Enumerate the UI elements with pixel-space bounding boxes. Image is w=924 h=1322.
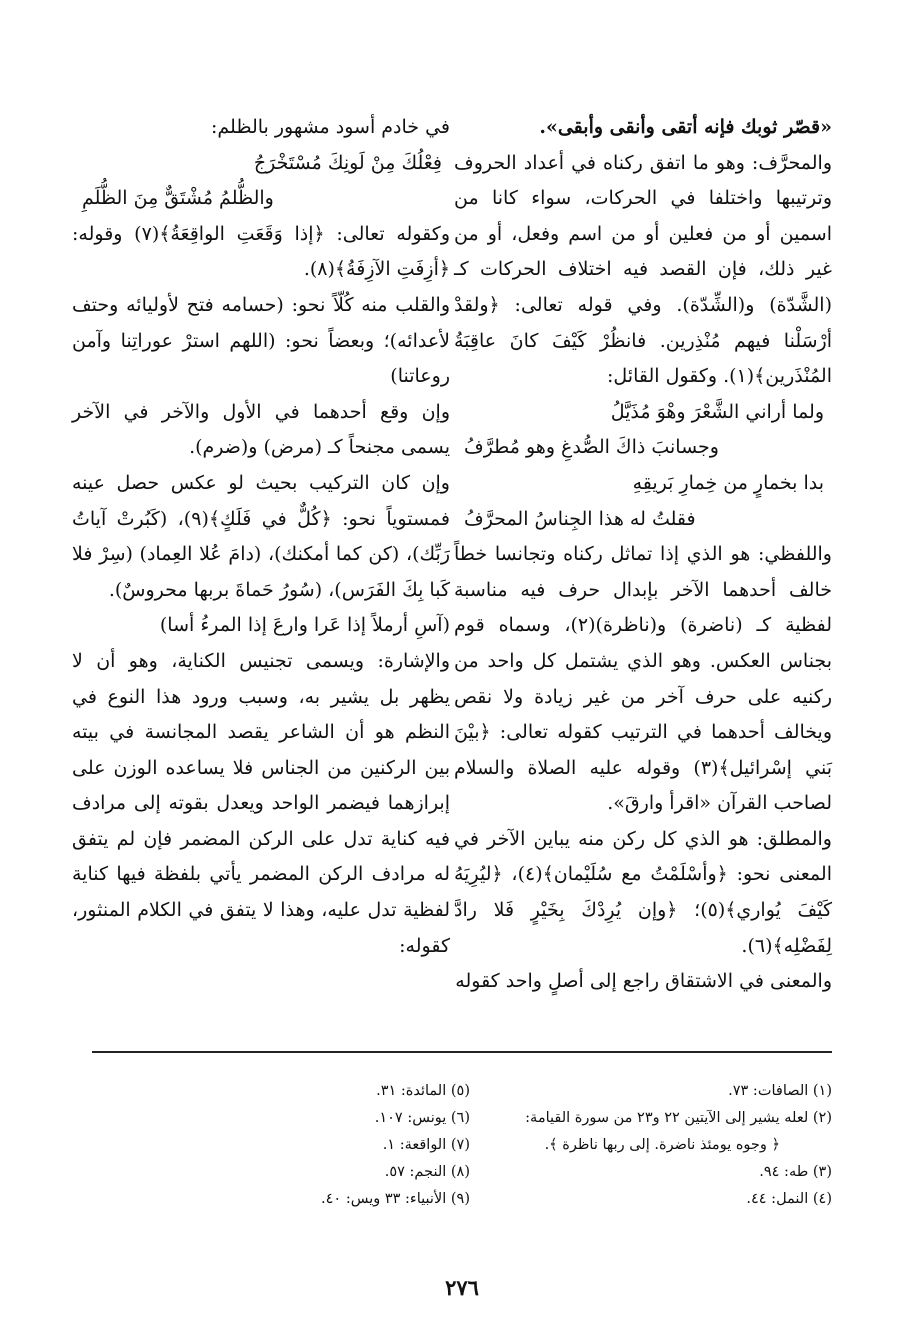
footnote: (١) الصافات: ٧٣. [728, 1083, 832, 1099]
footnote: (٣) طه: ٩٤. [759, 1164, 832, 1180]
footnote: ﴿ وجوه يومئذ ناضرة. إلى ربها ناظرة ﴾. [544, 1137, 780, 1153]
paragraph: وإن كان التركيب بحيث لو عكس حصل عينه فمستوياً نحو: ﴿كُلٌّ في فَلَكٍ﴾(٩)، (كَبُرتْ آياتُ رَبِّك)، (كن كما أمكنك)، (دامَ عُلا العِماد) (سِرْ فلا كَبا بِكَ الفَرَس)، (سُورُ حَماةَ بربها محروسٌ). [72, 471, 450, 601]
verse-line: بدا بخمارٍ من خِمارِ بَريقِهِ [632, 471, 824, 494]
verse-line: والظُّلمُ مُشْتَقٌّ مِنَ الظُّلَمِ [82, 187, 274, 210]
footnote: (٢) لعله يشير إلى الآيتين ٢٢ و٢٣ من سورة القيامة: [525, 1110, 832, 1126]
left-text-column [72, 110, 450, 964]
paragraph: «قصّر ثوبك فإنه أتقى وأنقى وأبقى». [539, 116, 832, 138]
footnote: (٩) الأنبياء: ٣٣ ويس: ٤٠. [321, 1191, 470, 1207]
verse-line: فِعْلُكَ مِنْ لَونِكَ مُسْتَخْرَجُ [253, 151, 442, 174]
verse-line: ولما أراني الشَّعْرَ وهْوَ مُذَيَّلُ [610, 400, 824, 423]
paragraph: والمطلق: هو الذي كل ركن منه يباين الآخر في المعنى نحو: ﴿وأسْلَمْتُ مع سُلَيْمان﴾(٤)، ﴿ليُرِيَهُ كَيْفَ يُواري﴾(٥)؛ ﴿وإن يُرِدْكَ بِخَيْرٍ فَلا رادَّ لِفَضْلِه﴾(٦). [454, 827, 832, 957]
paragraph: في خادم أسود مشهور بالظلم: [211, 116, 450, 138]
footnotes-right [432, 1078, 832, 1213]
footnotes-left [120, 1078, 470, 1213]
paragraph: (آسِ أرملاً إذا عَرا وارعَ إذا المرءُ أسا) [159, 614, 450, 637]
footnote: (٨) النجم: ٥٧. [384, 1164, 470, 1180]
paragraph: وإن وقع أحدهما في الأول والآخر في الآخر يسمى مجنحاً كـ (مرض) و(ضرم). [72, 400, 450, 459]
footnote: (٤) النمل: ٤٤. [746, 1191, 832, 1207]
page-number: ٢٧٦ [445, 1275, 479, 1300]
footnote: (٦) يونس: ١٠٧. [374, 1110, 470, 1126]
paragraph: والإشارة: ويسمى تجنيس الكناية، وهو أن لا يظهر بل يشير به، وسبب ورود هذا النوع في النظم هو أن الشاعر يقصد المجانسة في بيته بين الركنين من الجناس فلا يساعده الوزن على إبرازهما فيضمر الواحد ويعدل بقوته إلى مرادف فيه كناية تدل على الركن المضمر فإن لم يتفق له مرادف الركن المضمر يأتي بلفظة فيها كناية لفظية تدل عليه، وهذا لا يتفق في الكلام المنثور، كقوله: [72, 649, 450, 957]
verse-line: وجسانبَ ذاكَ الصُّدغِ وهو مُطرَّفُ [464, 436, 719, 459]
footnote-divider [92, 1051, 832, 1053]
paragraph: واللفظي: هو الذي إذا تماثل ركناه وتجانسا خطاً خالف أحدهما الآخر بإبدال حرف فيه مناسبة لفظية كـ (ناضرة) و(ناظرة)(٢)، وسماه قوم بجناس العكس. وهو الذي يشتمل كل واحد من ركنيه على حرف آخر من غير زيادة ولا نقص ويخالف أحدهما في الترتيب كقوله تعالى: ﴿بيْنَ بَني إسْرائيل﴾(٣) وقوله عليه الصلاة والسلام لصاحب القرآن «اقرأ وارقَ». [454, 543, 833, 815]
paragraph: والمحرَّف: وهو ما اتفق ركناه في أعداد الحروف وترتيبها واختلفا في الحركات، سواء كانا من اسمين أو من فعلين أو من اسم وفعل، أو من غير ذلك، فإن القصد فيه اختلاف الحركات كـ (الشَّدّة) و(الشِّدّة). وفي قوله تعالى: ﴿ولقدْ أرْسَلْنا فيهم مُنْذِرين. فانظُرْ كَيْفَ كانَ عاقِبَةُ المُنْذَرين﴾(١). وكقول القائل: [454, 151, 832, 388]
paragraph: والمعنى في الاشتقاق راجع إلى أصلٍ واحد كقوله [455, 970, 832, 993]
footnote: (٧) الواقعة: ١. [382, 1137, 470, 1153]
paragraph: والقلب منه كُلّاً نحو: (حسامه فتح لأوليائه وحتف لأعدائه)؛ وبعضاً نحو: (اللهم استرْ عوراتِنا وآمن روعاتنا) [72, 293, 450, 388]
verse-line: فقلتُ له هذا الجِناسُ المحرَّفُ [464, 507, 696, 530]
paragraph: وكقوله تعالى: ﴿إذا وَقَعَتِ الواقِعَةُ﴾(٧) وقوله: ﴿أزِفَتِ الآزِفَةُ﴾(٨). [72, 222, 450, 281]
right-text-column [454, 110, 832, 1000]
footnote: (٥) المائدة: ٣١. [376, 1083, 470, 1099]
